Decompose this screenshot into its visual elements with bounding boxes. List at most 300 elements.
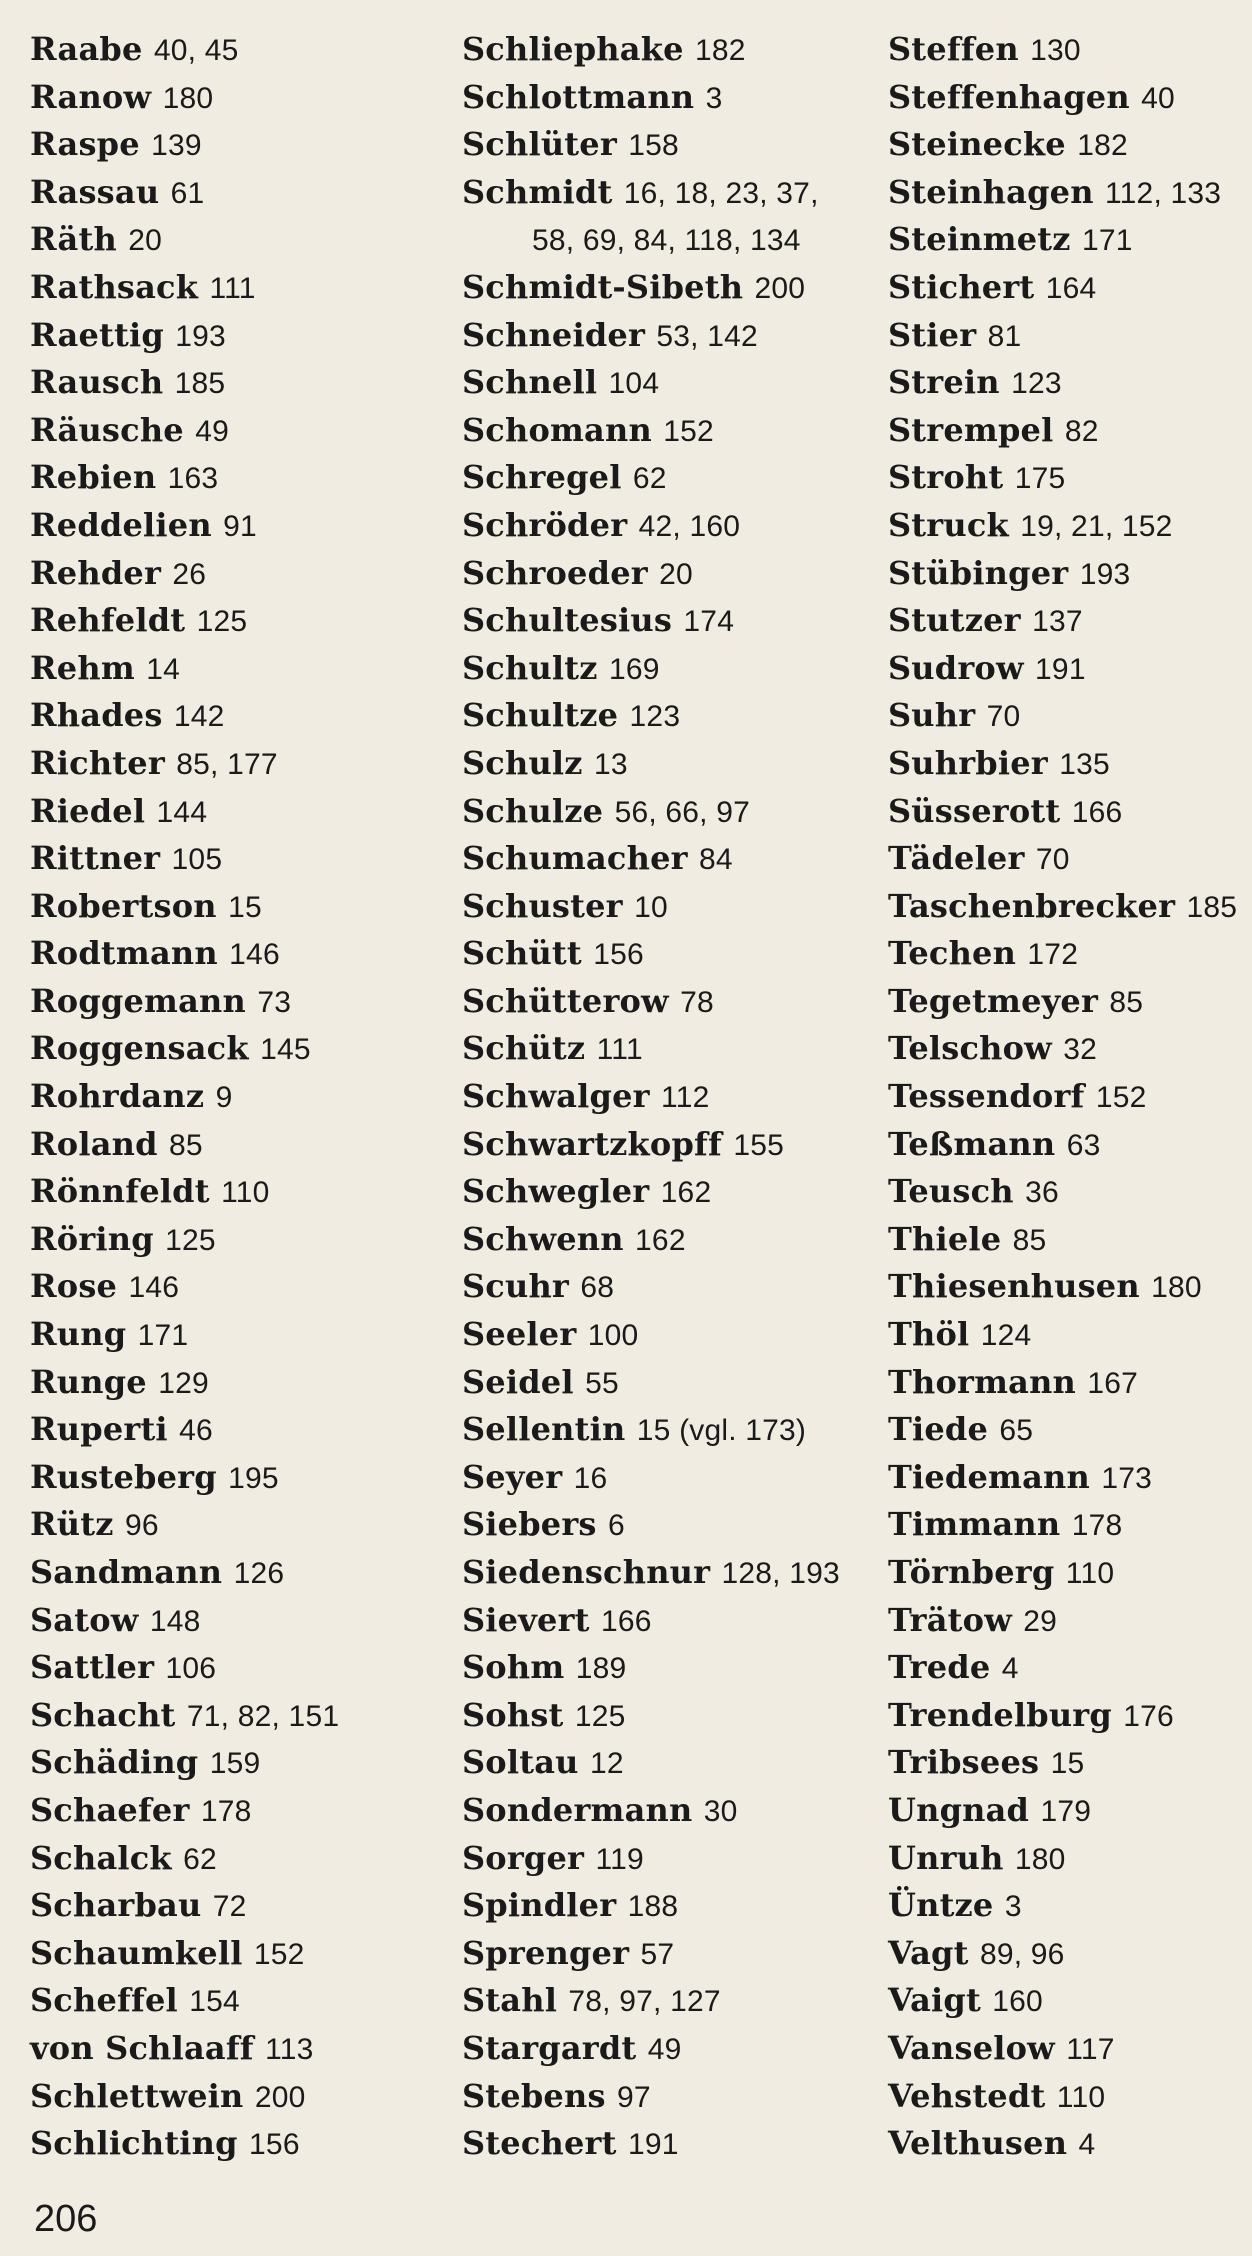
index-entry	[462, 2073, 840, 2121]
entry-pages: 65	[999, 1414, 1034, 1448]
index-entry	[30, 74, 339, 122]
index-entry	[462, 1073, 840, 1121]
index-entry	[30, 550, 339, 598]
entry-pages: 36	[1025, 1176, 1059, 1210]
index-entry	[888, 359, 1237, 407]
entry-name: Trede	[888, 1648, 991, 1687]
entry-name: Timmann	[888, 1505, 1061, 1544]
entry-name: Rose	[30, 1267, 118, 1306]
entry-pages: 173	[1101, 1461, 1152, 1495]
entry-name: Sondermann	[462, 1790, 693, 1829]
entry-pages: 152	[253, 1937, 305, 1971]
index-entry	[888, 1216, 1237, 1264]
entry-pages: 137	[1032, 605, 1083, 639]
entry-pages: 156	[593, 938, 644, 972]
entry-pages: 159	[209, 1747, 261, 1781]
entry-name: Tribsees	[888, 1743, 1040, 1782]
entry-pages: 142	[173, 700, 225, 734]
index-entry	[30, 169, 339, 217]
entry-pages: 128, 193	[721, 1557, 840, 1590]
index-entry	[888, 264, 1237, 312]
entry-name: Schlichting	[30, 2124, 238, 2163]
entry-name: Roggensack	[30, 1029, 249, 1068]
entry-pages: 68	[580, 1271, 615, 1305]
index-entry	[462, 1644, 840, 1692]
entry-pages: 117	[1066, 2032, 1115, 2066]
index-entry	[888, 930, 1237, 978]
index-entry	[888, 835, 1237, 883]
entry-name: Schmidt-Sibeth	[462, 267, 744, 306]
entry-pages: 185	[174, 367, 226, 401]
index-entry	[888, 978, 1237, 1026]
entry-name: Tiedemann	[888, 1457, 1090, 1496]
index-entry	[888, 1454, 1237, 1502]
entry-pages: 110	[221, 1176, 270, 1210]
entry-pages: 100	[587, 1319, 639, 1353]
index-entry	[30, 1787, 339, 1835]
index-entry	[30, 1454, 339, 1502]
entry-name: Steffenhagen	[888, 77, 1130, 116]
entry-name: Trendelburg	[888, 1695, 1112, 1734]
entry-pages: 125	[196, 605, 248, 639]
entry-pages: 163	[167, 462, 219, 496]
index-entry	[888, 1644, 1237, 1692]
entry-name: Vaigt	[888, 1981, 981, 2020]
index-entry	[462, 407, 840, 455]
index-entry	[462, 1406, 840, 1454]
entry-pages: 123	[1011, 367, 1062, 401]
index-entry	[888, 1406, 1237, 1454]
entry-name: Schlottmann	[462, 77, 695, 116]
entry-pages: 15 (vgl. 173)	[636, 1414, 807, 1448]
entry-pages: 189	[575, 1652, 627, 1686]
entry-name: Siebers	[462, 1505, 597, 1544]
entry-name: Runge	[30, 1362, 147, 1401]
index-entry	[888, 1597, 1237, 1645]
index-entry	[462, 1977, 840, 2025]
index-column-3	[888, 26, 1237, 2168]
entry-name: Rehder	[30, 553, 162, 592]
index-entry	[30, 2120, 339, 2168]
index-entry	[30, 264, 339, 312]
entry-pages: 125	[165, 1223, 216, 1257]
index-entry	[30, 1406, 339, 1454]
entry-name: Räusche	[30, 410, 184, 449]
index-entry	[462, 1739, 840, 1787]
index-entry	[462, 1501, 840, 1549]
entry-pages: 200	[754, 271, 806, 305]
entry-pages: 146	[128, 1271, 180, 1305]
entry-pages: 84	[699, 843, 733, 877]
entry-pages: 97	[617, 2080, 651, 2114]
index-entry	[30, 1501, 339, 1549]
entry-name: Taschenbrecker	[888, 886, 1176, 925]
entry-name: Röring	[30, 1219, 154, 1258]
index-entry	[888, 454, 1237, 502]
entry-pages: 162	[660, 1176, 712, 1210]
entry-name: Rohrdanz	[30, 1077, 205, 1116]
index-entry	[30, 1359, 339, 1407]
entry-pages: 164	[1045, 271, 1097, 305]
entry-pages: 3	[705, 81, 723, 115]
index-entry	[30, 1930, 339, 1978]
entry-pages: 71, 82, 151	[186, 1699, 340, 1733]
entry-name: Stier	[888, 315, 977, 354]
entry-pages: 130	[1030, 34, 1081, 67]
index-entry	[462, 169, 840, 217]
index-entry	[462, 312, 840, 360]
entry-pages: 58, 69, 84, 118, 134	[532, 224, 801, 258]
entry-name: Velthusen	[888, 2124, 1068, 2163]
index-entry	[462, 1454, 840, 1502]
entry-name: Scuhr	[462, 1267, 569, 1306]
index-entry	[30, 645, 339, 693]
entry-pages: 104	[608, 367, 660, 401]
entry-name: Thormann	[888, 1362, 1077, 1401]
entry-pages: 16, 18, 23, 37,	[623, 176, 819, 210]
index-entry	[888, 740, 1237, 788]
index-entry	[30, 312, 339, 360]
entry-pages: 145	[260, 1033, 311, 1067]
entry-name: Seidel	[462, 1362, 574, 1401]
entry-pages: 110	[1065, 1557, 1115, 1590]
entry-pages: 26	[172, 557, 207, 591]
index-entry-continuation	[462, 216, 840, 264]
entry-name: Schlettwein	[30, 2076, 244, 2115]
entry-pages: 182	[694, 34, 746, 67]
entry-name: Steinmetz	[888, 220, 1071, 259]
index-entry	[888, 1311, 1237, 1359]
index-entry	[888, 1025, 1237, 1073]
index-entry	[462, 1263, 840, 1311]
index-entry	[888, 1359, 1237, 1407]
index-entry	[462, 1692, 840, 1740]
index-entry	[888, 1549, 1237, 1597]
index-entry	[30, 883, 339, 931]
index-entry	[888, 1501, 1237, 1549]
entry-name: Vanselow	[888, 2028, 1055, 2067]
entry-pages: 70	[986, 700, 1021, 734]
entry-pages: 82	[1064, 414, 1099, 448]
index-entry	[30, 1977, 339, 2025]
entry-name: Riedel	[30, 791, 146, 830]
index-entry	[462, 359, 840, 407]
index-entry	[462, 645, 840, 693]
entry-pages: 106	[165, 1652, 217, 1686]
page-number: 206	[34, 2198, 98, 2240]
entry-pages: 185	[1186, 890, 1238, 924]
entry-pages: 126	[233, 1557, 285, 1590]
entry-name: Sandmann	[30, 1553, 223, 1591]
entry-pages: 81	[987, 319, 1022, 353]
index-entry	[462, 1930, 840, 1978]
entry-pages: 6	[607, 1509, 625, 1543]
entry-name: Stübinger	[888, 553, 1069, 592]
entry-pages: 119	[595, 1842, 644, 1876]
entry-pages: 62	[632, 462, 667, 496]
entry-name: Schröder	[462, 505, 628, 544]
entry-name: Trätow	[888, 1600, 1012, 1639]
entry-name: Stichert	[888, 267, 1035, 306]
index-entry	[462, 2025, 840, 2073]
index-entry	[888, 1073, 1237, 1121]
index-entry	[30, 407, 339, 455]
index-entry	[888, 216, 1237, 264]
entry-name: Schumacher	[462, 839, 688, 878]
entry-name: Schroeder	[462, 553, 648, 592]
entry-name: Robertson	[30, 886, 217, 925]
entry-pages: 124	[980, 1319, 1032, 1353]
entry-name: Schwenn	[462, 1219, 624, 1258]
entry-name: Schütz	[462, 1029, 586, 1068]
index-entry	[888, 1835, 1237, 1883]
entry-pages: 20	[128, 224, 163, 258]
index-entry	[30, 597, 339, 645]
entry-pages: 158	[628, 129, 679, 163]
index-entry	[462, 835, 840, 883]
entry-name: Sudrow	[888, 648, 1024, 687]
entry-name: Sohm	[462, 1648, 565, 1687]
entry-pages: 57	[640, 1937, 675, 1971]
entry-name: Schultz	[462, 648, 598, 687]
index-entry	[30, 1168, 339, 1216]
entry-pages: 125	[574, 1699, 626, 1733]
entry-pages: 180	[1014, 1842, 1066, 1876]
entry-name: Sattler	[30, 1648, 155, 1687]
entry-pages: 123	[629, 700, 681, 734]
entry-pages: 113	[265, 2032, 314, 2066]
entry-pages: 162	[635, 1223, 686, 1257]
entry-name: Rusteberg	[30, 1457, 217, 1496]
index-entry	[462, 1025, 840, 1073]
entry-name: Struck	[888, 505, 1009, 544]
index-entry	[462, 26, 840, 74]
entry-name: Schultze	[462, 696, 619, 735]
entry-name: Schlüter	[462, 125, 617, 164]
entry-pages: 4	[1078, 2128, 1096, 2162]
entry-pages: 16	[573, 1461, 608, 1495]
entry-name: Siedenschnur	[462, 1553, 711, 1591]
index-entry	[888, 1121, 1237, 1169]
entry-name: Steinhagen	[888, 172, 1094, 211]
entry-name: Rassau	[30, 172, 160, 211]
entry-pages: 78, 97, 127	[568, 1985, 721, 2019]
index-entry	[888, 1787, 1237, 1835]
entry-pages: 178	[1071, 1509, 1123, 1543]
entry-pages: 152	[663, 414, 714, 448]
entry-pages: 15	[1050, 1747, 1085, 1781]
index-entry	[888, 121, 1237, 169]
entry-name: Roland	[30, 1124, 158, 1163]
index-entry	[888, 407, 1237, 455]
index-entry	[30, 2025, 339, 2073]
index-entry	[462, 1311, 840, 1359]
entry-name: Stargardt	[462, 2028, 637, 2067]
entry-pages: 49	[195, 414, 229, 448]
entry-name: Schwalger	[462, 1077, 650, 1116]
entry-name: Rausch	[30, 363, 164, 402]
entry-name: Schuster	[462, 886, 623, 925]
entry-pages: 191	[1035, 652, 1086, 686]
entry-name: Scharbau	[30, 1886, 202, 1925]
entry-name: Strein	[888, 363, 1000, 402]
entry-name: Teßmann	[888, 1124, 1056, 1163]
entry-name: Stechert	[462, 2124, 617, 2163]
entry-name: Sohst	[462, 1695, 564, 1734]
entry-pages: 70	[1035, 843, 1070, 877]
entry-name: Satow	[30, 1600, 139, 1639]
entry-name: Strempel	[888, 410, 1054, 449]
entry-name: Schulze	[462, 791, 604, 830]
entry-name: Spindler	[462, 1886, 617, 1925]
index-entry	[888, 1168, 1237, 1216]
entry-name: Törnberg	[888, 1553, 1055, 1591]
index-entry	[462, 692, 840, 740]
entry-pages: 200	[254, 2080, 306, 2114]
entry-pages: 32	[1063, 1033, 1098, 1067]
entry-pages: 10	[634, 890, 668, 924]
index-entry	[462, 1168, 840, 1216]
index-entry	[462, 264, 840, 312]
index-entry	[462, 930, 840, 978]
entry-pages: 63	[1066, 1128, 1101, 1162]
entry-pages: 46	[179, 1414, 213, 1448]
entry-name: Schaefer	[30, 1790, 190, 1829]
entry-name: Stebens	[462, 2076, 606, 2115]
entry-name: Ruperti	[30, 1410, 168, 1449]
entry-name: Schulz	[462, 743, 583, 782]
entry-name: Rhades	[30, 696, 163, 735]
entry-name: Sorger	[462, 1838, 585, 1877]
entry-pages: 15	[228, 890, 262, 924]
entry-pages: 112, 133	[1105, 176, 1222, 210]
entry-pages: 171	[1082, 224, 1133, 258]
entry-name: Vagt	[888, 1933, 969, 1972]
entry-pages: 105	[171, 843, 223, 877]
entry-pages: 146	[229, 938, 280, 972]
entry-name: Sprenger	[462, 1933, 630, 1972]
entry-name: Räth	[30, 220, 117, 259]
index-entry	[888, 2025, 1237, 2073]
index-entry	[888, 2073, 1237, 2121]
entry-name: Raabe	[30, 30, 143, 68]
entry-name: Tessendorf	[888, 1077, 1085, 1116]
index-entry	[888, 1739, 1237, 1787]
index-entry	[888, 1263, 1237, 1311]
entry-name: Steinecke	[888, 125, 1066, 164]
entry-pages: 171	[137, 1319, 189, 1353]
entry-pages: 180	[162, 81, 214, 115]
index-entry	[462, 978, 840, 1026]
entry-name: Rehfeldt	[30, 601, 186, 640]
index-entry	[30, 1644, 339, 1692]
entry-pages: 61	[170, 176, 205, 210]
index-entry	[888, 1692, 1237, 1740]
index-entry	[462, 502, 840, 550]
entry-name: Schmidt	[462, 172, 613, 211]
entry-name: Suhr	[888, 696, 976, 735]
entry-pages: 154	[189, 1985, 240, 2019]
entry-name: Suhrbier	[888, 743, 1048, 782]
index-entry	[462, 454, 840, 502]
entry-pages: 167	[1087, 1366, 1139, 1400]
entry-pages: 172	[1027, 938, 1079, 972]
entry-pages: 166	[600, 1604, 652, 1638]
index-entry	[30, 1835, 339, 1883]
entry-pages: 155	[733, 1128, 784, 1162]
entry-pages: 195	[228, 1461, 279, 1495]
entry-pages: 175	[1014, 462, 1066, 496]
entry-name: Steffen	[888, 30, 1019, 68]
index-entry	[888, 645, 1237, 693]
entry-pages: 188	[627, 1890, 679, 1924]
entry-name: Schneider	[462, 315, 646, 354]
entry-name: Unruh	[888, 1838, 1004, 1877]
index-entry	[30, 454, 339, 502]
index-entry	[888, 312, 1237, 360]
index-entry	[30, 1073, 339, 1121]
index-entry	[30, 1216, 339, 1264]
index-entry	[30, 1263, 339, 1311]
index-entry	[462, 1216, 840, 1264]
entry-name: Vehstedt	[888, 2076, 1046, 2115]
entry-name: Sellentin	[462, 1410, 626, 1449]
entry-name: Tiede	[888, 1410, 989, 1449]
entry-pages: 42, 160	[638, 509, 741, 543]
index-entry	[462, 883, 840, 931]
entry-pages: 78	[680, 985, 714, 1019]
entry-pages: 160	[992, 1985, 1043, 2019]
entry-name: Reddelien	[30, 505, 212, 544]
index-entry	[462, 121, 840, 169]
index-entry	[30, 788, 339, 836]
entry-name: Schomann	[462, 410, 652, 449]
entry-name: Schliephake	[462, 30, 684, 68]
entry-pages: 193	[175, 319, 226, 353]
index-entry	[462, 1121, 840, 1169]
index-entry	[30, 502, 339, 550]
entry-pages: 9	[215, 1081, 233, 1115]
index-entry	[888, 692, 1237, 740]
entry-name: Süsserott	[888, 791, 1061, 830]
entry-pages: 179	[1040, 1794, 1092, 1828]
entry-name: Schalck	[30, 1838, 172, 1877]
entry-pages: 144	[156, 795, 208, 829]
entry-pages: 40	[1141, 81, 1175, 115]
entry-name: Schregel	[462, 458, 622, 497]
index-entry	[462, 1359, 840, 1407]
entry-name: Tegetmeyer	[888, 981, 1099, 1020]
index-entry	[462, 74, 840, 122]
index-entry	[888, 74, 1237, 122]
index-entry	[462, 788, 840, 836]
entry-pages: 85, 177	[176, 747, 278, 781]
index-entry	[30, 26, 339, 74]
index-entry	[30, 692, 339, 740]
entry-name: Schwartzkopff	[462, 1124, 722, 1163]
entry-pages: 156	[249, 2128, 300, 2162]
entry-name: Sievert	[462, 1600, 590, 1639]
entry-pages: 139	[151, 129, 202, 163]
index-entry	[888, 883, 1237, 931]
entry-name: Stroht	[888, 458, 1004, 497]
entry-pages: 174	[683, 605, 735, 639]
entry-name: Rebien	[30, 458, 157, 497]
index-entry	[888, 502, 1237, 550]
index-entry	[462, 1787, 840, 1835]
index-entry	[888, 788, 1237, 836]
entry-pages: 91	[223, 509, 257, 543]
